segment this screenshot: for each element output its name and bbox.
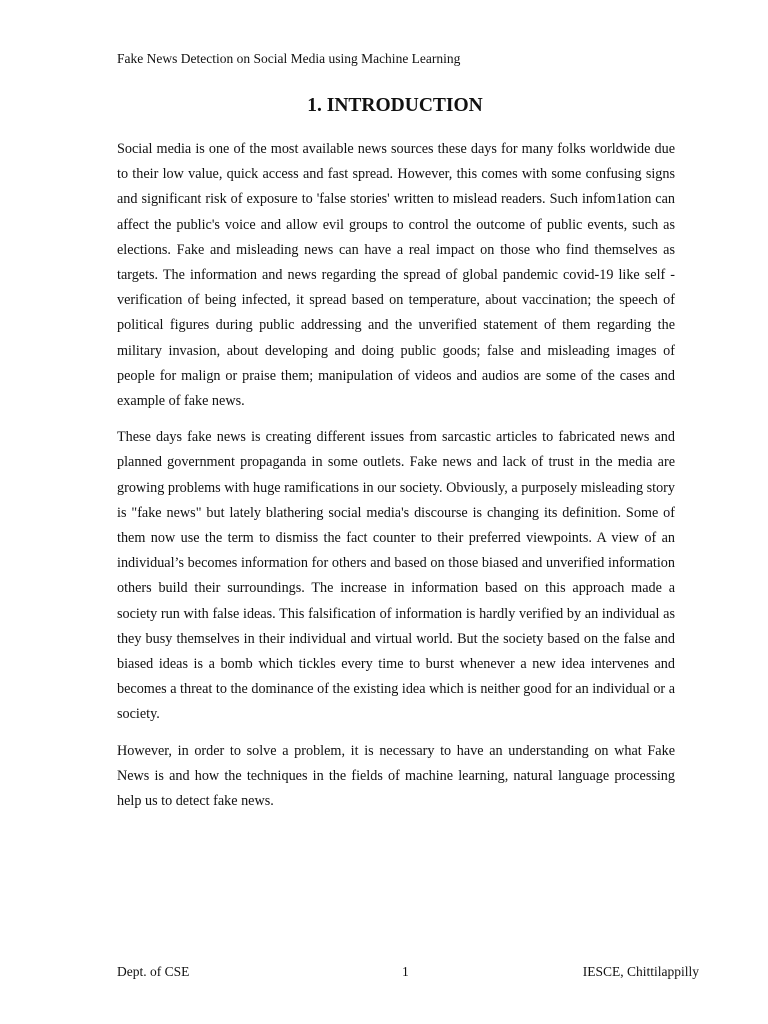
paragraph-2: These days fake news is creating different issues from sarcastic articles to fabricated news and planned government propaganda in some outlets. Fake news and lack of trust in the media are growing problems with huge ramifications in our society. Obviously, a purposely misleading story is "fake news" but lately blathering social media's discourse is changing its definition. Some of them now use the term to dismiss the fact counter to their preferred viewpoints. A view of an individual’s becomes information for others and based on those biased and unverified information others build their surroundings. The increase in information based on this approach made a society run with false ideas. This falsification of information is hardly verified by an individual as they busy themselves in their individual and virtual world. But the society based on the false and biased ideas is a bomb which tickles every time to burst whenever a new idea intervenes and becomes a threat to the dominance of the existing idea which is neither good for an individual or a society. (117, 429, 675, 723)
footer-page-number: 1 (402, 964, 409, 979)
body-text (117, 137, 675, 825)
footer-department: Dept. of CSE (117, 964, 190, 979)
page-footer (117, 963, 699, 981)
running-header: Fake News Detection on Social Media using Machine Learning (117, 51, 461, 66)
paragraph-3: However, in order to solve a problem, it is necessary to have an understanding on what Fake News is and how the techniques in the fields of machine learning, natural language processing help us to detect fake news. (117, 742, 675, 810)
paragraph-1: Social media is one of the most available news sources these days for many folks worldwide due to their low value, quick access and fast spread. However, this comes with some confusing signs and significant risk of exposure to 'false stories' written to mislead readers. Such infom1ation can affect the public's voice and allow evil groups to control the outcome of public events, such as elections. Fake and misleading news can have a real impact on those who find themselves as targets. The information and news regarding the spread of global pandemic covid-19 like self -verification of being infected, it spread based on temperature, about vaccination; the speech of political figures during public addressing and the unverified statement of them regarding the military invasion, about developing and doing public goods; false and misleading images of people for malign or praise them; manipulation of videos and audios are some of the cases and example of fake news. (117, 141, 675, 410)
chapter-title: 1. INTRODUCTION (307, 95, 483, 116)
footer-institution: IESCE, Chittilappilly (582, 964, 699, 979)
